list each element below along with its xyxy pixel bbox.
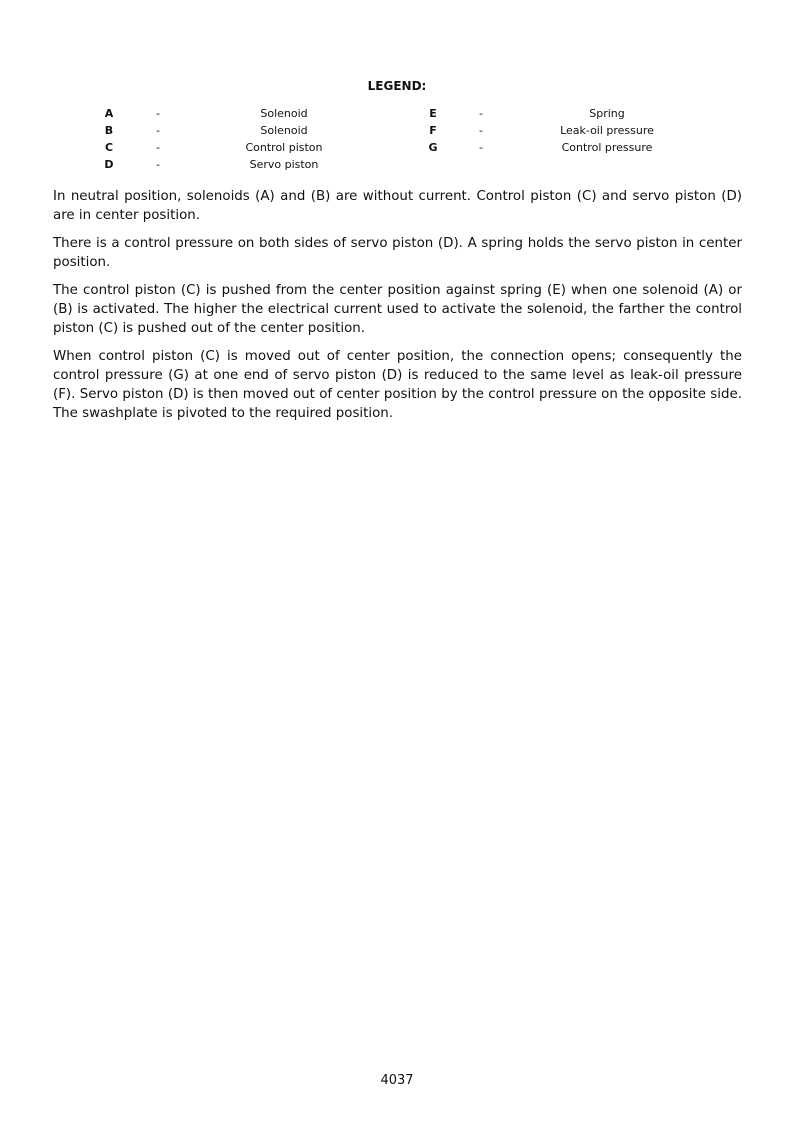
legend-dash: - bbox=[156, 141, 160, 154]
legend-dash: - bbox=[479, 141, 483, 154]
paragraph: The control piston (C) is pushed from the center position against spring (E) when one solenoid (A) or (B) is activated. The higher the electrical current used to activate the solenoid, the farther the control piston (C) is pushed out of the center position. bbox=[53, 283, 742, 336]
legend-description: Control pressure bbox=[561, 141, 653, 154]
legend-description: Leak-oil pressure bbox=[560, 124, 654, 137]
legend-dash: - bbox=[479, 107, 483, 120]
legend-description: Solenoid bbox=[260, 124, 308, 137]
legend-entry bbox=[0, 105, 794, 122]
legend-letter: F bbox=[429, 124, 437, 137]
legend-dash: - bbox=[156, 158, 160, 171]
body-text bbox=[53, 187, 742, 432]
legend-description: Servo piston bbox=[249, 158, 319, 171]
legend-title: LEGEND: bbox=[367, 79, 427, 93]
page-number: 4037 bbox=[380, 1073, 414, 1088]
legend-dash: - bbox=[479, 124, 483, 137]
paragraph: When control piston (C) is moved out of center position, the connection opens; consequently the control pressure (G) at one end of servo piston (D) is reduced to the same level as leak-oil pressure (F). Servo piston (D) is then moved out of center position by the control pressure on the opposite side. The swashplate is pivoted to the required position. bbox=[53, 349, 742, 421]
legend-table bbox=[0, 105, 794, 175]
legend-letter: C bbox=[104, 141, 114, 154]
legend-dash: - bbox=[156, 124, 160, 137]
legend-dash: - bbox=[156, 107, 160, 120]
legend-entry bbox=[0, 139, 794, 156]
legend-letter: A bbox=[104, 107, 114, 120]
legend-description: Control piston bbox=[245, 141, 323, 154]
paragraph: There is a control pressure on both sides of servo piston (D). A spring holds the servo piston in center position. bbox=[53, 236, 742, 270]
legend-letter: D bbox=[104, 158, 114, 171]
legend-letter: G bbox=[428, 141, 438, 154]
legend-entry bbox=[0, 122, 794, 139]
legend-letter: E bbox=[429, 107, 437, 120]
legend-description: Spring bbox=[589, 107, 625, 120]
legend-letter: B bbox=[104, 124, 114, 137]
paragraph: In neutral position, solenoids (A) and (B) are without current. Control piston (C) and servo piston (D) are in center position. bbox=[53, 189, 742, 223]
legend-description: Solenoid bbox=[260, 107, 308, 120]
legend-entry bbox=[0, 156, 794, 173]
